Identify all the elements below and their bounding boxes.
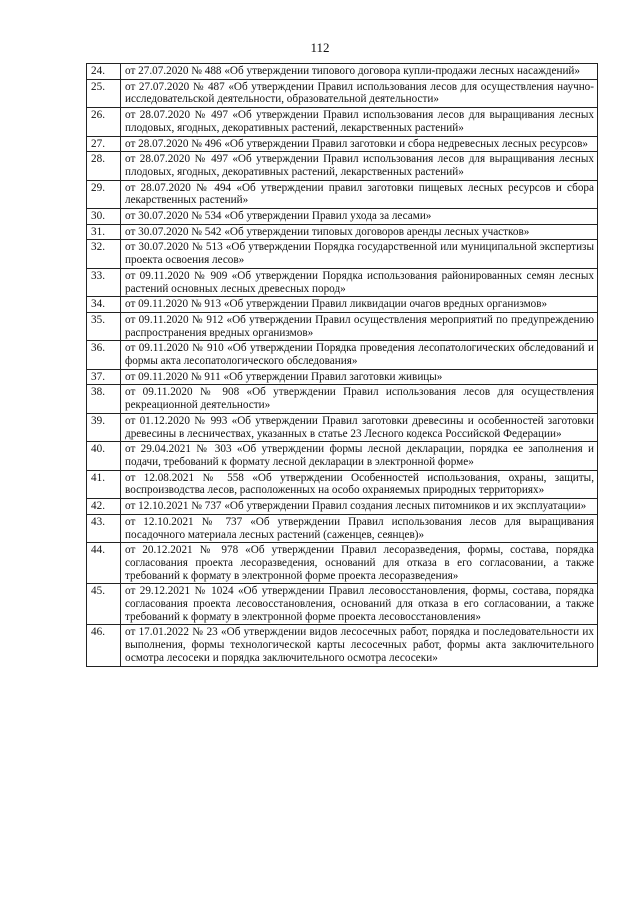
order-description: от 12.08.2021 № 558 «Об утверждении Особенностей использования, охраны, защиты, воспроизводства лесов, расположенных на особо охраняемых природных территориях»: [121, 470, 598, 498]
order-description: от 09.11.2020 № 910 «Об утверждении Порядка проведения лесопатологических обследований и формы акта лесопатологического обследования»: [121, 341, 598, 369]
row-number: 37.: [87, 369, 121, 385]
row-number: 27.: [87, 136, 121, 152]
row-number: 41.: [87, 470, 121, 498]
row-number: 45.: [87, 584, 121, 625]
table-row: [87, 64, 598, 80]
row-number: 42.: [87, 499, 121, 515]
order-description: от 28.07.2020 № 496 «Об утверждении Правил заготовки и сбора недревесных лесных ресурсов»: [121, 136, 598, 152]
table-row: [87, 209, 598, 225]
row-number: 24.: [87, 64, 121, 80]
order-description: от 09.11.2020 № 913 «Об утверждении Правил ликвидации очагов вредных организмов»: [121, 297, 598, 313]
table-row: [87, 470, 598, 498]
table-row: [87, 584, 598, 625]
table-row: [87, 341, 598, 369]
row-number: 32.: [87, 240, 121, 268]
table-row: [87, 297, 598, 313]
order-description: от 27.07.2020 № 487 «Об утверждении Правил использования лесов для осуществления научно-исследовательской деятельности, образовательной деятельности»: [121, 79, 598, 107]
table-row: [87, 152, 598, 180]
order-description: от 20.12.2021 № 978 «Об утверждении Правил лесоразведения, формы, состава, порядка согласования проекта лесоразведения, оснований для отказа в его согласовании, а также требований к формату в электронной форме проекта лесоразведения»: [121, 543, 598, 584]
order-description: от 01.12.2020 № 993 «Об утверждении Правил заготовки древесины и особенностей заготовки древесины в лесничествах, указанных в статье 23 Лесного кодекса Российской Федерации»: [121, 413, 598, 441]
table-row: [87, 108, 598, 136]
row-number: 38.: [87, 385, 121, 413]
row-number: 33.: [87, 268, 121, 296]
row-number: 44.: [87, 543, 121, 584]
row-number: 28.: [87, 152, 121, 180]
table-row: [87, 413, 598, 441]
table-row: [87, 369, 598, 385]
orders-table: [86, 63, 598, 667]
order-description: от 30.07.2020 № 542 «Об утверждении типовых договоров аренды лесных участков»: [121, 224, 598, 240]
table-row: [87, 499, 598, 515]
table-row: [87, 224, 598, 240]
row-number: 26.: [87, 108, 121, 136]
order-description: от 17.01.2022 № 23 «Об утверждении видов лесосечных работ, порядка и последовательности их выполнения, формы технологической карты лесосечных работ, формы акта заключительного осмотра лесосеки и порядка заключительного осмотра лесосеки»: [121, 625, 598, 666]
page-number: 112: [310, 40, 330, 55]
order-description: от 28.07.2020 № 497 «Об утверждении Правил использования лесов для выращивания лесных плодовых, ягодных, декоративных растений, лекарственных растений»: [121, 152, 598, 180]
row-number: 46.: [87, 625, 121, 666]
table-row: [87, 79, 598, 107]
table-row: [87, 543, 598, 584]
row-number: 34.: [87, 297, 121, 313]
order-description: от 09.11.2020 № 912 «Об утверждении Правил осуществления мероприятий по предупреждению распространения вредных организмов»: [121, 312, 598, 340]
order-description: от 12.10.2021 № 737 «Об утверждении Правил использования лесов для выращивания посадочного материала лесных растений (саженцев, сеянцев)»: [121, 514, 598, 542]
row-number: 40.: [87, 442, 121, 470]
row-number: 30.: [87, 209, 121, 225]
table-row: [87, 136, 598, 152]
orders-table-body: [87, 64, 598, 667]
table-row: [87, 240, 598, 268]
order-description: от 29.04.2021 № 303 «Об утверждении формы лесной декларации, порядка ее заполнения и подачи, требований к формату лесной декларации в электронной форме»: [121, 442, 598, 470]
order-description: от 09.11.2020 № 908 «Об утверждении Правил использования лесов для осуществления рекреационной деятельности»: [121, 385, 598, 413]
row-number: 36.: [87, 341, 121, 369]
order-description: от 30.07.2020 № 534 «Об утверждении Правил ухода за лесами»: [121, 209, 598, 225]
order-description: от 27.07.2020 № 488 «Об утверждении типового договора купли-продажи лесных насаждений»: [121, 64, 598, 80]
row-number: 29.: [87, 180, 121, 208]
row-number: 25.: [87, 79, 121, 107]
row-number: 43.: [87, 514, 121, 542]
order-description: от 09.11.2020 № 911 «Об утверждении Правил заготовки живицы»: [121, 369, 598, 385]
order-description: от 28.07.2020 № 497 «Об утверждении Правил использования лесов для выращивания лесных плодовых, ягодных, декоративных растений, лекарственных растений»: [121, 108, 598, 136]
table-row: [87, 385, 598, 413]
row-number: 35.: [87, 312, 121, 340]
order-description: от 29.12.2021 № 1024 «Об утверждении Правил лесовосстановления, формы, состава, порядка согласования проекта лесовосстановления, оснований для отказа в его согласовании, а также требований к формату в электронной форме проекта лесовосстановления»: [121, 584, 598, 625]
table-row: [87, 268, 598, 296]
table-row: [87, 180, 598, 208]
row-number: 31.: [87, 224, 121, 240]
order-description: от 28.07.2020 № 494 «Об утверждении правил заготовки пищевых лесных ресурсов и сбора лекарственных растений»: [121, 180, 598, 208]
table-row: [87, 442, 598, 470]
table-row: [87, 625, 598, 666]
table-row: [87, 312, 598, 340]
order-description: от 12.10.2021 № 737 «Об утверждении Правил создания лесных питомников и их эксплуатации»: [121, 499, 598, 515]
order-description: от 09.11.2020 № 909 «Об утверждении Порядка использования районированных семян лесных растений основных лесных древесных пород»: [121, 268, 598, 296]
table-row: [87, 514, 598, 542]
order-description: от 30.07.2020 № 513 «Об утверждении Порядка государственной или муниципальной экспертизы проекта освоения лесов»: [121, 240, 598, 268]
row-number: 39.: [87, 413, 121, 441]
